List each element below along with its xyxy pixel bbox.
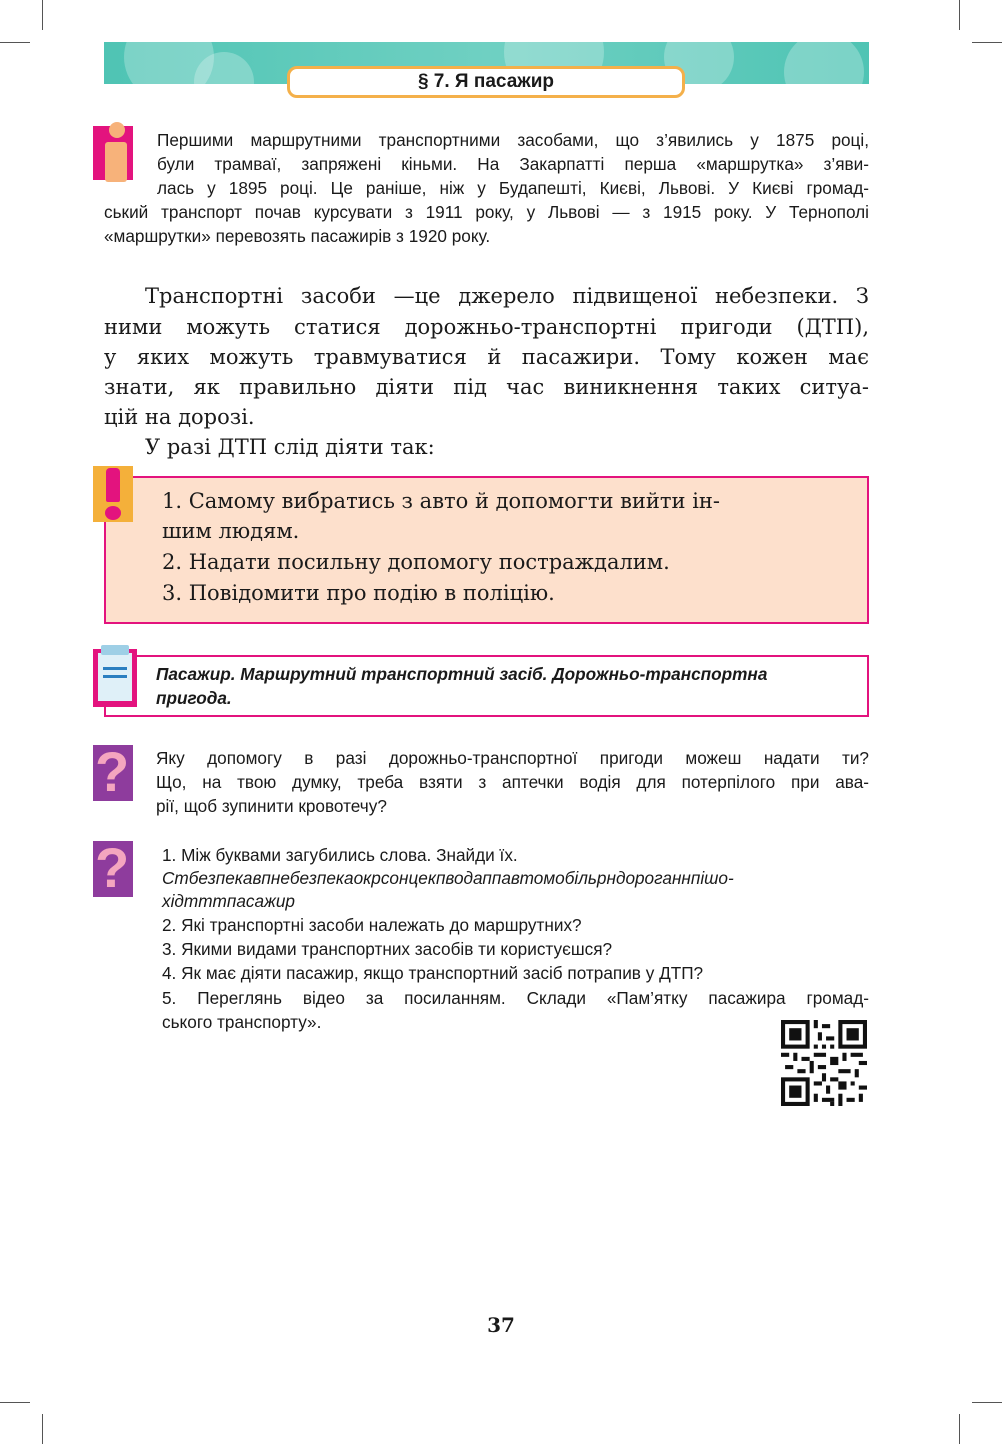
notepad-icon [93,645,139,707]
warning-line: шим людям. [162,519,300,543]
task-line: 2. Які транспортні засоби належать до маршрутних? [162,915,582,935]
info-line: «маршрутки» перевозять пасажирів з 1920 року. [104,226,491,246]
info-line: Першими маршрутними транспортними засобами, що з’явились у 1875 році, [157,130,869,150]
task-line: Стбезпекавпнебезпекаокрсонцекпводаппавтомобільрндороганнпішо- [162,868,734,888]
main-paragraph-line: знати, як правильно діяти під час виникнення таких ситуа- [104,375,869,399]
crop-mark [959,0,960,30]
info-line: лась у 1895 році. Це раніше, ніж у Будапешті, Києві, Львові. У Києві громад- [157,178,869,198]
question-mark-icon: ? [93,745,133,801]
crop-mark [972,42,1002,43]
question-line: Що, на твою думку, треба взяти з аптечки водія для потерпілого при ава- [156,772,869,792]
question-line: рії, щоб зупинити кровотечу? [156,796,387,816]
main-paragraph-line: цій на дорозі. [104,405,255,429]
task-line: ського транспорту». [162,1012,322,1032]
main-paragraph-line: Транспортні засоби —це джерело підвищеної небезпеки. З [145,284,869,308]
crop-mark [972,1402,1002,1403]
qr-code-icon[interactable] [781,1020,867,1106]
crop-mark [42,0,43,30]
crop-mark [0,42,30,43]
main-paragraph-line: ними можуть статися дорожньо-транспортні пригоди (ДТП), [104,315,869,339]
warning-line: 1. Самому вибратись з авто й допомогти вийти ін- [162,489,721,513]
task-line: 1. Між буквами загубились слова. Знайди їх. [162,845,518,865]
main-paragraph-line: У разі ДТП слід діяти так: [145,435,435,459]
key-terms-line: пригода. [156,688,232,708]
task-line: хідтттпасажир [162,891,295,911]
task-line: 3. Якими видами транспортних засобів ти користуєшся? [162,939,613,959]
task-line: 5. Переглянь відео за посиланням. Склади «Пам’ятку пасажира громад- [162,988,869,1008]
info-i-icon [93,126,137,180]
warning-line: 2. Надати посильну допомогу постраждалим. [162,550,670,574]
task-line: 4. Як має діяти пасажир, якщо транспортний засіб потрапив у ДТП? [162,963,704,983]
section-title: § 7. Я пасажир [287,66,685,98]
main-paragraph-line: у яких можуть травмуватися й пасажири. Тому кожен має [104,345,869,369]
page-number: 37 [487,1313,515,1337]
info-line: ський транспорт почав курсувати з 1911 року, у Львові — з 1915 року. У Тернополі [104,202,869,222]
question-line: Яку допомогу в разі дорожньо-транспортної пригоди можеш надати ти? [156,748,869,768]
crop-mark [959,1414,960,1444]
question-mark-icon: ? [93,841,133,897]
warning-line: 3. Повідомити про подію в поліцію. [162,581,555,605]
exclamation-icon [93,466,133,522]
key-terms-line: Пасажир. Маршрутний транспортний засіб. Дорожньо-транспортна [156,664,768,684]
crop-mark [42,1414,43,1444]
crop-mark [0,1402,30,1403]
info-line: були трамваї, запряжені кіньми. На Закарпатті перша «маршрутка» з’яви- [157,154,869,174]
